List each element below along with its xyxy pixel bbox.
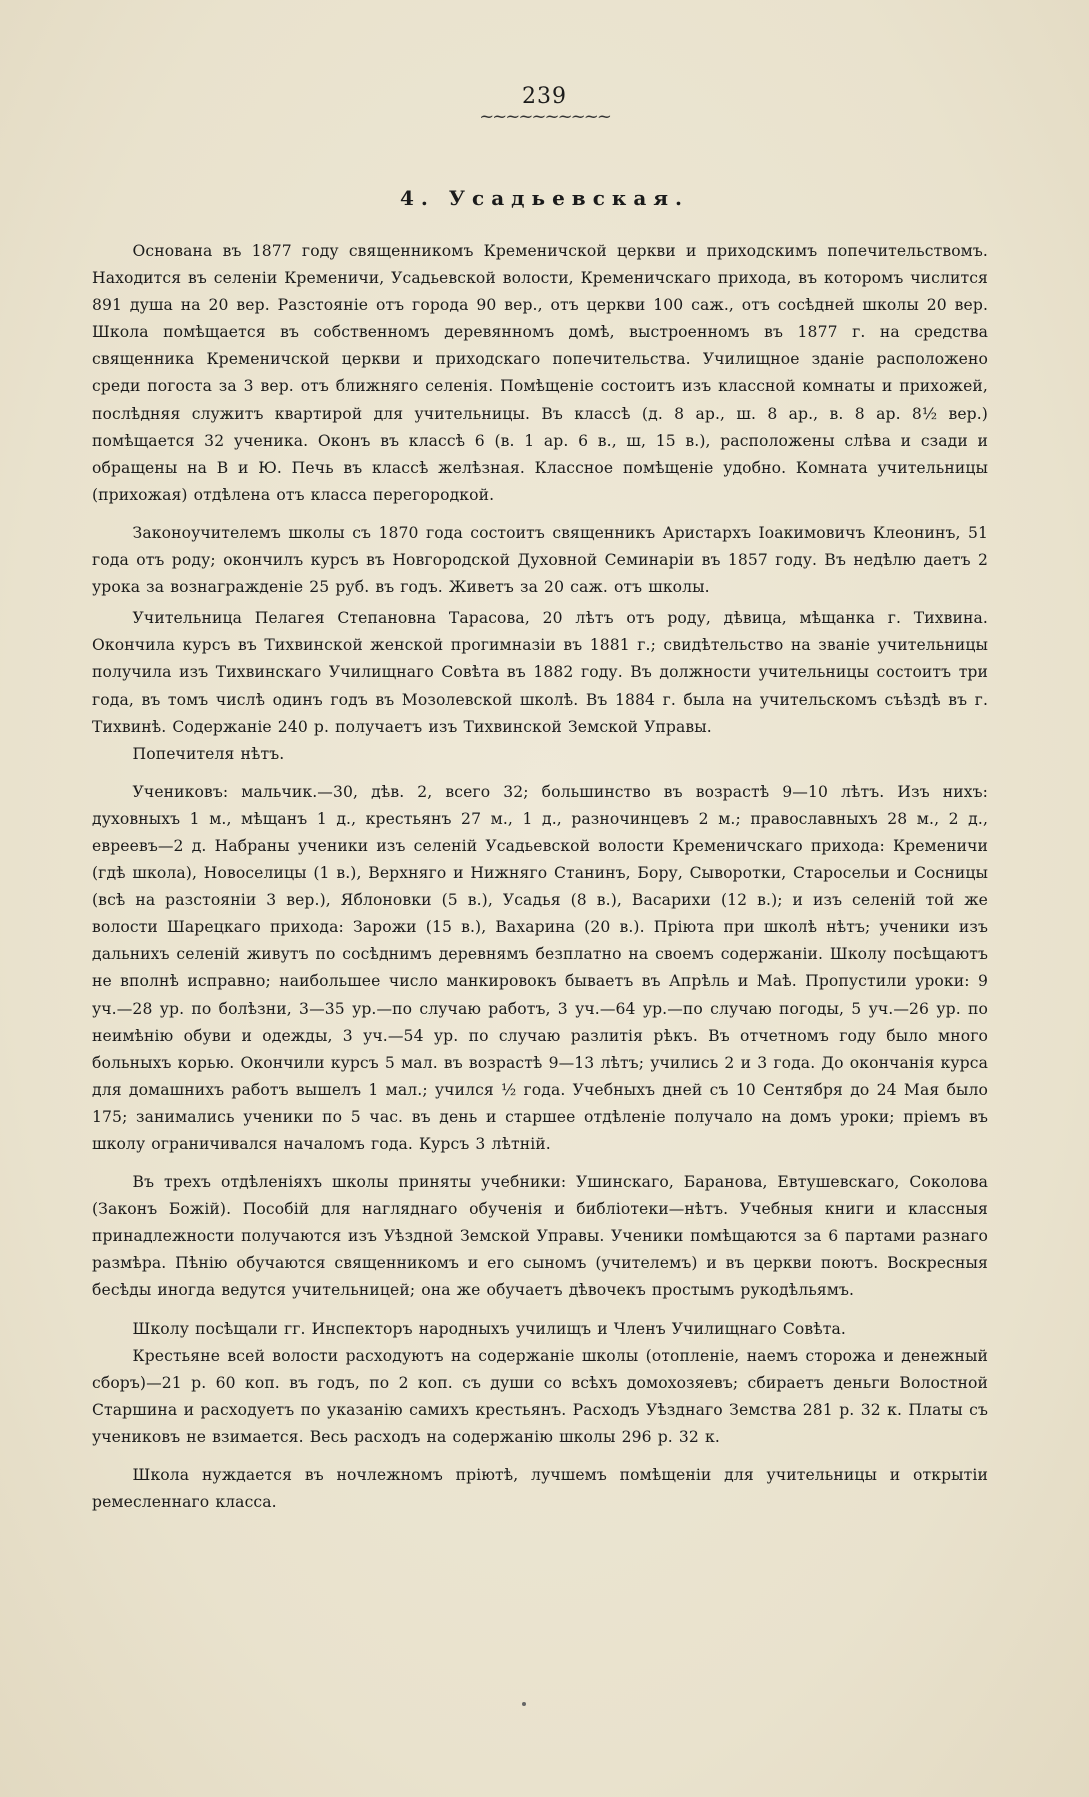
paragraph-foundation: Основана въ 1877 году священникомъ Кременичской церкви и приходскимъ попечительствомъ. Находится въ селеніи Кременичи, Усадьевской волости, Кременичскаго прихода, въ которомъ числится 891 душа на 20 вер. Разстояніе отъ города 90 вер., отъ церкви 100 саж., отъ сосѣдней школы 20 вер. Школа помѣщается въ собственномъ деревянномъ домѣ, выстроенномъ въ 1877 г. на средства священника Кременичской церкви и приходскаго попечительства. Училищное зданіе расположено среди погоста за 3 вер. отъ ближняго селенія. Помѣщеніе состоитъ изъ классной комнаты и прихожей, послѣдняя служитъ квартирой для учительницы. Въ классѣ (д. 8 ар., ш. 8 ар., в. 8 ар. 8½ вер.) помѣщается 32 ученика. Оконъ въ классѣ 6 (в. 1 ар. 6 в., ш, 15 в.), расположены слѣва и сзади и обращены на В и Ю. Печь въ классѣ желѣзная. Классное помѣщеніе удобно. Комната учительницы (прихожая) отдѣлена отъ класса перегородкой. xyxy=(92,242,988,504)
paragraph-teacher: Учительница Пелагея Степановна Тарасова, 20 лѣтъ отъ роду, дѣвица, мѣщанка г. Тихвина. Окончила курсъ въ Тихвинской женской прогимназіи въ 1881 г.; свидѣтельство на званіе учительницы получила изъ Тихвинскаго Училищнаго Совѣта въ 1882 году. Въ должности учительницы состоитъ три года, въ томъ числѣ одинъ годъ въ Мозолевской школѣ. Въ 1884 г. была на учительскомъ съѣздѣ въ г. Тихвинѣ. Содержаніе 240 р. получаетъ изъ Тихвинской Земской Управы. xyxy=(92,609,988,736)
page-number: 239 xyxy=(522,84,567,109)
paragraph-trustee: Попечителя нѣтъ. xyxy=(132,744,285,763)
paragraph-law-teacher: Законоучителемъ школы съ 1870 года состоитъ священникъ Аристархъ Іоакимовичъ Клеонинъ, 51 года отъ роду; окончилъ курсъ въ Новгородской Духовной Семинаріи въ 1857 году. Въ недѣлю даетъ 2 урока за вознагражденіе 25 руб. въ годъ. Живетъ за 20 саж. отъ школы. xyxy=(92,523,988,597)
body-text xyxy=(92,238,988,1516)
ornament-rule: ~~~~~~~~~~ xyxy=(479,106,610,127)
ink-speck xyxy=(522,1702,526,1706)
section-title: 4. Усадьевская. xyxy=(399,186,690,210)
paragraph-needs: Школа нуждается въ ночлежномъ пріютѣ, лучшемъ помѣщеніи для учительницы и открытіи ремесленнаго класса. xyxy=(92,1466,988,1512)
paragraph-inspections: Школу посѣщали гг. Инспекторъ народныхъ училищъ и Членъ Училищнаго Совѣта. xyxy=(132,1319,846,1338)
paragraph-students: Учениковъ: мальчик.—30, дѣв. 2, всего 32; большинство въ возрастѣ 9—10 лѣтъ. Изъ нихъ: духовныхъ 1 м., мѣщанъ 1 д., крестьянъ 27 м., 1 д., разночинцевъ 2 м.; православныхъ 28 м., 2 д., евреевъ—2 д. Набраны ученики изъ селеній Усадьевской волости Кременичскаго прихода: Кременичи (гдѣ школа), Новоселицы (1 в.), Верхняго и Нижняго Станинъ, Бору, Сыворотки, Старосельи и Сосницы (всѣ на разстояніи 3 вер.), Яблоновки (5 в.), Усадья (8 в.), Васарихи (12 в.); и изъ селеній той же волости Шарецкаго прихода: Зарожи (15 в.), Вахарина (20 в.). Пріюта при школѣ нѣтъ; ученики изъ дальнихъ селеній живутъ по сосѣднимъ деревнямъ безплатно на своемъ содержаніи. Школу посѣщаютъ не вполнѣ исправно; наибольшее число манкировокъ бываетъ въ Апрѣль и Маѣ. Пропустили уроки: 9 уч.—28 ур. по болѣзни, 3—35 ур.—по случаю работъ, 3 уч.—64 ур.—по случаю погоды, 5 уч.—26 ур. по неимѣнію обуви и одежды, 3 уч.—54 ур. по случаю разлитія рѣкъ. Въ отчетномъ году было много больныхъ корью. Окончили курсъ 5 мал. въ возрастѣ 9—13 лѣтъ; учились 2 и 3 года. До окончанія курса для домашнихъ работъ вышелъ 1 мал.; учился ½ года. Учебныхъ дней съ 10 Сентября до 24 Мая было 175; занимались ученики по 5 час. въ день и старшее отдѣленіе получало на домъ уроки; пріемъ въ школу ограничивался началомъ года. Курсъ 3 лѣтній. xyxy=(92,782,988,1153)
paragraph-textbooks: Въ трехъ отдѣленіяхъ школы приняты учебники: Ушинскаго, Баранова, Евтушевскаго, Соколова (Законъ Божій). Пособій для нагляднаго обученія и библіотеки—нѣтъ. Учебныя книги и классныя принадлежности получаются изъ Уѣздной Земской Управы. Ученики помѣщаются за 6 партами разнаго размѣра. Пѣнію обучаются священникомъ и его сыномъ (учителемъ) и въ церкви поютъ. Воскресныя бесѣды иногда ведутся учительницей; она же обучаетъ дѣвочекъ простымъ рукодѣльямъ. xyxy=(92,1173,988,1300)
paragraph-expenses: Крестьяне всей волости расходуютъ на содержаніе школы (отопленіе, наемъ сторожа и денежный сборъ)—21 р. 60 коп. въ годъ, по 2 коп. съ души со всѣхъ домохозяевъ; сбираетъ деньги Волостной Старшина и расходуетъ по указанію самихъ крестьянъ. Расходъ Уѣзднаго Земства 281 р. 32 к. Платы съ учениковъ не взимается. Весь расходъ на содержанію школы 296 р. 32 к. xyxy=(92,1346,988,1446)
